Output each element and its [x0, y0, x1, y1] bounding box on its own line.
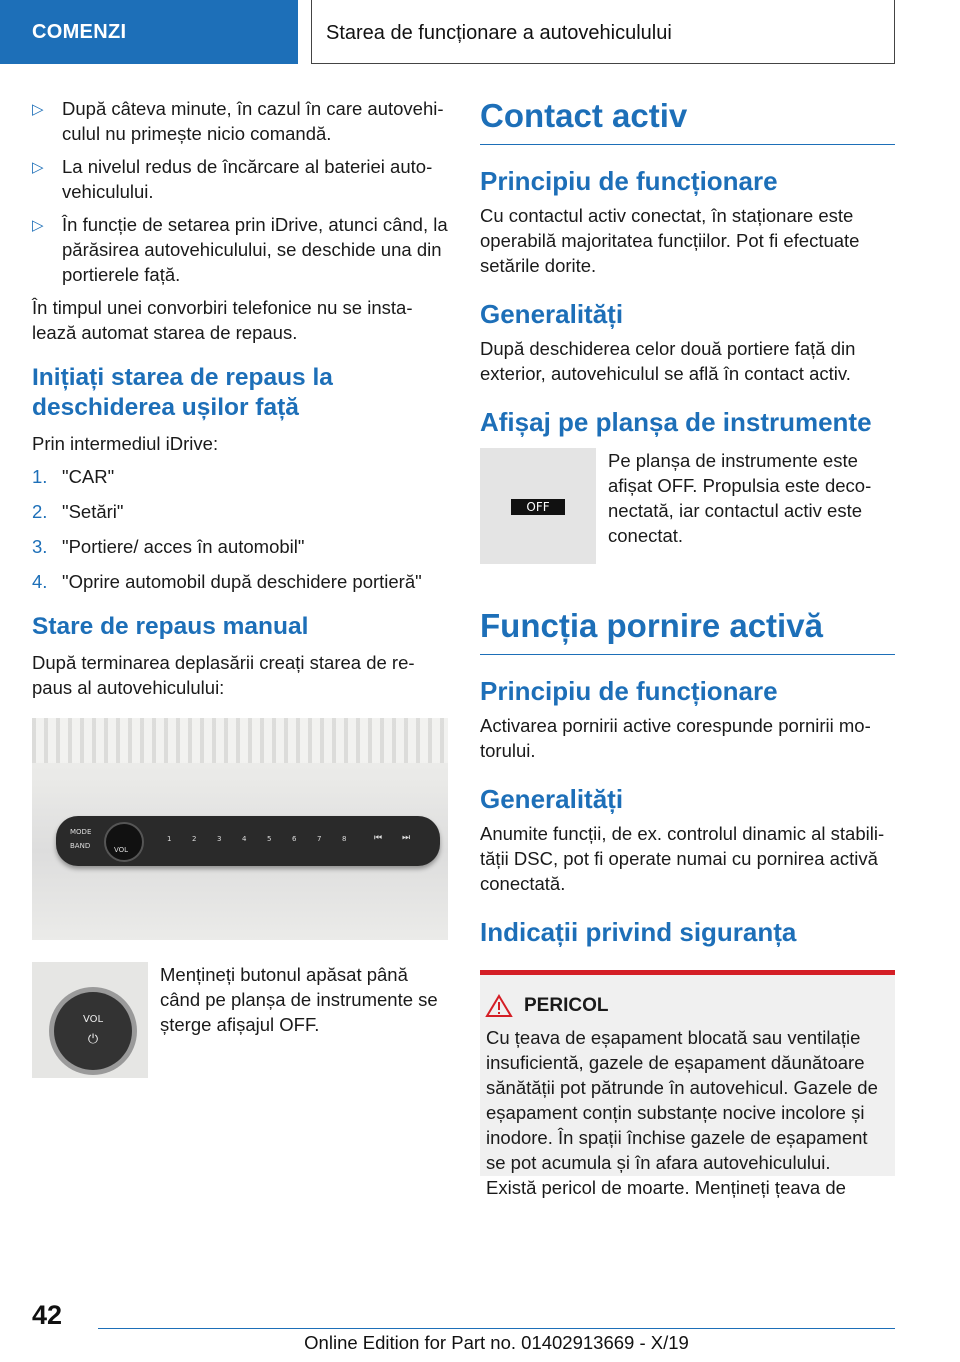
- idrive-intro: Prin intermediul iDrive:: [32, 433, 219, 454]
- header-section-label: COMENZI: [32, 21, 127, 43]
- next-track-icon: ⏭: [402, 833, 411, 843]
- preset-label: 4: [242, 835, 247, 843]
- off-indicator: OFF: [511, 499, 565, 515]
- previous-track-icon: ⏮: [374, 833, 383, 843]
- right-column: [480, 96, 895, 1198]
- heading-active-start: Funcția pornire activă: [480, 606, 895, 655]
- heading-general: Generalități: [480, 299, 624, 329]
- general-text: După deschiderea celor două portiere față din exterior, autovehiculul se află în contact activ.: [480, 338, 856, 384]
- off-display-block: [480, 448, 895, 564]
- vol-knob-closeup: [54, 992, 132, 1070]
- radio-panel-image: [32, 718, 448, 940]
- principle-text: Cu contactul activ conectat, în staționare este operabilă majoritatea funcțiilor. Pot fi efectuate setările dorite.: [480, 205, 860, 276]
- list-item: ▷ În funcție de setarea prin iDrive, atunci când, la părăsirea autovehiculului, se deschide una din portierele față.: [32, 214, 448, 285]
- heading-principle: Principiu de funcționare: [480, 166, 778, 196]
- condition-list: [32, 96, 448, 287]
- preset-label: 2: [192, 835, 197, 843]
- off-display-text: Pe planșa de instrumente este afișat OFF. Propulsia este deconectată, iar contactul activ este conectat.: [608, 450, 872, 546]
- footer-edition: Online Edition for Part no. 01402913669 - X/19: [98, 1328, 895, 1354]
- warning-title: PERICOL: [524, 995, 609, 1016]
- off-display-image: [480, 448, 596, 564]
- idrive-steps: [32, 464, 448, 594]
- heading-contact-active: Contact activ: [480, 96, 895, 145]
- band-label: BAND: [70, 842, 91, 850]
- preset-label: 8: [342, 835, 347, 843]
- heading-init-sleep: Inițiați starea de repaus la deschiderea ușilor față: [32, 364, 333, 421]
- danger-warning-box: [480, 970, 895, 1198]
- header-title-box: [311, 0, 895, 64]
- preset-label: 6: [292, 835, 297, 843]
- list-item: 2. "Setări": [32, 501, 124, 522]
- warning-header: [486, 995, 885, 1017]
- header-title: Starea de funcționare a autovehiculului: [326, 22, 672, 44]
- list-item: 3. "Portiere/ acces în automobil": [32, 536, 305, 557]
- heading-instrument-display: Afișaj pe planșa de instrumente: [480, 407, 872, 437]
- page-number: 42: [32, 1300, 63, 1330]
- preset-label: 7: [317, 835, 322, 843]
- heading-principle: Principiu de funcționare: [480, 676, 778, 706]
- triangle-bullet-icon: ▷: [32, 101, 44, 118]
- header-section-tab: [0, 0, 298, 64]
- manual-sleep-text: După terminarea deplasării creați starea de repaus al autovehiculului:: [32, 652, 415, 698]
- heading-manual-sleep: Stare de repaus manual: [32, 613, 309, 640]
- air-vent: [32, 718, 448, 763]
- vol-button-image: [32, 962, 148, 1078]
- power-icon: ⏻: [87, 1032, 99, 1047]
- warning-triangle-icon: [486, 995, 512, 1017]
- list-item: 1. "CAR": [32, 466, 115, 487]
- list-item: 4. "Oprire automobil după deschidere portieră": [32, 571, 422, 592]
- preset-label: 3: [217, 835, 222, 843]
- triangle-bullet-icon: ▷: [32, 217, 44, 234]
- phone-call-note: În timpul unei convorbiri telefonice nu se instalează automat starea de repaus.: [32, 297, 413, 343]
- vol-label: VOL: [114, 846, 129, 854]
- list-item: ▷ După câteva minute, în cazul în care autovehiculul nu primește nicio comandă.: [32, 98, 444, 144]
- general-text: Anumite funcții, de ex. controlul dinamic al stabilității DSC, pot fi operate numai cu pornirea activă conectată.: [480, 823, 885, 894]
- heading-general: Generalități: [480, 784, 624, 814]
- vol-knob-label: VOL: [82, 1014, 104, 1025]
- mode-label: MODE: [70, 828, 92, 836]
- hold-button-block: [32, 962, 448, 1078]
- preset-label: 5: [267, 835, 272, 843]
- left-column: [32, 96, 448, 1078]
- list-item: ▷ La nivelul redus de încărcare al bateriei autovehiculului.: [32, 156, 433, 202]
- preset-label: 1: [167, 835, 172, 843]
- warning-text: Cu țeava de eșapament blocată sau ventilație insuficientă, gazele de eșapament dăunătoare sănătății pot pătrunde în autovehicul. Gazele de eșapament conțin substanțe nocive incolore și inodore. În spații închise gazele de eșapament se pot acumula și în afara autovehiculului. Există pericol de moarte. Mențineți țeava de: [486, 1027, 878, 1198]
- vol-knob: [104, 822, 144, 862]
- principle-text: Activarea pornirii active corespunde pornirii motorului.: [480, 715, 871, 761]
- heading-safety: Indicații privind siguranța: [480, 917, 797, 947]
- triangle-bullet-icon: ▷: [32, 159, 44, 176]
- hold-instruction: Mențineți butonul apăsat până când pe planșa de instrumente se șterge afișajul OFF.: [160, 964, 438, 1035]
